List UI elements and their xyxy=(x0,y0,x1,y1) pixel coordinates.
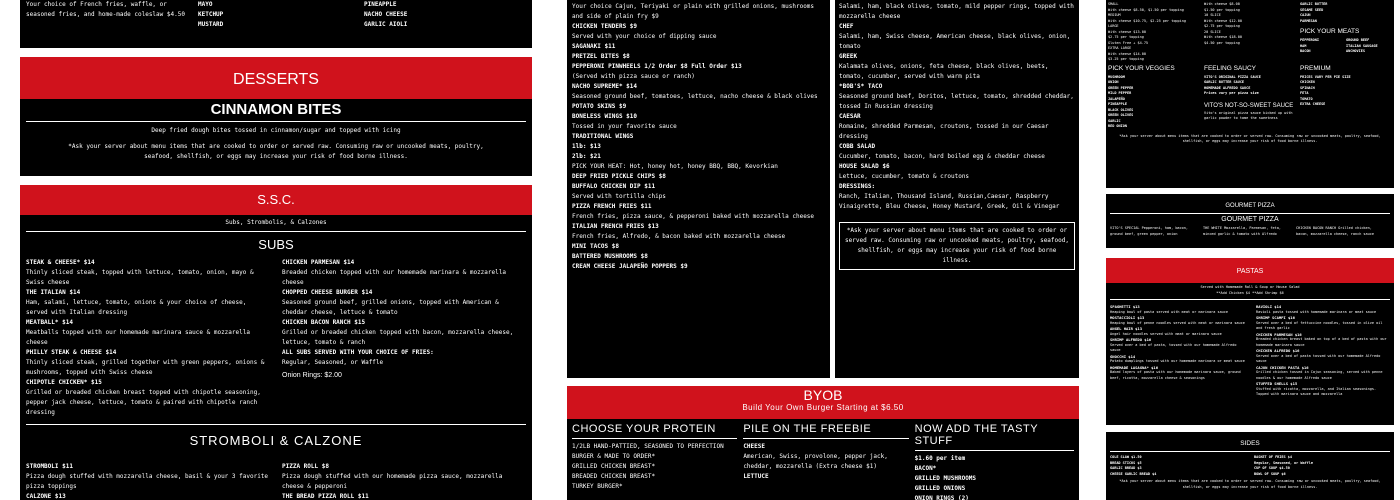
desserts-block xyxy=(20,57,532,176)
ssc-subtitle: Subs, Strombolis, & Calzones xyxy=(225,219,327,226)
size-line: SMALL xyxy=(1108,2,1119,6)
appetizer-name: BUFFALO CHICKEN DIP $11 xyxy=(572,183,656,190)
premium-title: PREMIUM xyxy=(1300,64,1331,72)
pasta-name: MOSTACCIOLI $13 xyxy=(1110,315,1145,320)
sub-name: CHIPOTLE CHICKEN* $15 xyxy=(26,379,102,386)
pasta-desc: Angel hair noodles served with meat or marinara sauce xyxy=(1110,331,1222,336)
size-line: With cheese $13.00 xyxy=(1108,29,1146,34)
freebie-name: LETTUCE xyxy=(743,473,769,480)
sub-desc: Meatballs topped with our homemade marinara sauce & mozzarella cheese xyxy=(26,329,250,346)
sauces-list-b xyxy=(364,0,524,30)
salad-desc: Romaine, shredded Parmesan, croutons, tossed in our Caesar dressing xyxy=(839,123,1049,140)
sub-name: CHICKEN BACON RANCH $15 xyxy=(282,319,366,326)
slice-line: With cheese $8.00 xyxy=(1204,2,1240,6)
meat-item: ITALIAN SAUSAGE xyxy=(1346,43,1378,48)
size-line: With cheese $10.75, $2.25 per topping xyxy=(1108,18,1186,23)
sides-right-list xyxy=(1254,455,1390,477)
appetizers-column xyxy=(567,0,830,378)
appetizer-name: BONELESS WINGS $10 xyxy=(572,113,638,120)
meat-item: PEPPERONI xyxy=(1300,38,1319,42)
pastas-left-list xyxy=(1110,304,1252,398)
pasta-name: CHICKEN PARMESAN $16 xyxy=(1256,331,1302,337)
sauce-item: NACHO CHEESE xyxy=(364,11,408,18)
veggie-item: ONION xyxy=(1108,80,1119,84)
meats-list-b xyxy=(1346,38,1392,55)
subs-right-column xyxy=(274,258,522,418)
pizza-warning: *Ask your server about menu items that are cooked to order or served raw. Consuming raw or uncooked meats, poultry, seafood, shellfish, or eggs may increase your risk of food borne illness. xyxy=(1119,133,1381,143)
sub-item xyxy=(282,288,522,318)
side-item: CHEESE GARLIC BREAD $4 xyxy=(1110,471,1157,476)
sub-name: PHILLY STEAK & CHEESE $14 xyxy=(26,349,117,356)
salad-desc: Ranch, Italian, Thousand Island, Russian,Caesar, Raspberry Vinaigrette, Bleu Cheese, Honey Mustard, Greek, Oil & Vinegar xyxy=(839,193,1060,210)
slice-line: 10 SLICE xyxy=(1204,13,1221,17)
side-item: Regular, Seasoned, or Waffle xyxy=(1254,460,1314,465)
freebie-name: CHEESE xyxy=(743,443,765,450)
premium-item: PRICES VARY PER PIE SIZE xyxy=(1300,74,1351,79)
salad-name: CAESAR xyxy=(839,113,861,120)
size-line: $3.25 per topping xyxy=(1108,57,1144,61)
pastas-header: PASTAS xyxy=(1106,258,1394,283)
slice-line: With cheese $18.00 xyxy=(1204,35,1242,39)
desserts-header: DESSERTS xyxy=(20,57,532,99)
freebie-title: PILE ON THE FREEBIE xyxy=(743,423,872,435)
pasta-desc: Heaping bowl of pasta served with meat or marinara sauce xyxy=(1110,309,1229,314)
salad-desc: Lettuce, cucumber, tomato & croutons xyxy=(839,173,970,180)
stromboli-desc: Pizza dough stuffed with mozzarella cheese, basil & your 3 favorite pizza toppings xyxy=(26,473,269,490)
tasty-price: $1.60 per item xyxy=(914,455,966,462)
salads-warning: *Ask your server about menu items that are cooked to order or served raw. Consuming raw or uncooked meats, poultry, seafood, shellfish, or eggs may increase your risk of food borne illness. xyxy=(839,222,1075,270)
appetizer-desc: PICK YOUR HEAT: Hot, honey hot, honey BBQ, BBQ, Kevorkian xyxy=(572,163,778,170)
slice-line: $4.50 per topping xyxy=(1204,40,1240,45)
calzone-name: CALZONE $13 xyxy=(26,493,66,500)
tasty-item: GRILLED MUSHROOMS xyxy=(914,475,977,482)
appetizer-name: POTATO SKINS $9 xyxy=(572,103,627,110)
gourmet-list xyxy=(1106,223,1394,237)
salad-desc: Seasoned ground beef, Doritos, lettuce, tomato, shredded cheddar, tossed In Russian dressing xyxy=(839,93,1074,110)
salad-name: COBB SALAD xyxy=(839,143,876,150)
premium-item: EXTRA CHEESE xyxy=(1300,102,1326,106)
fries-coleslaw-text: Your choice of French fries, waffle, or seasoned fries, and home-made coleslaw $4.50 xyxy=(26,1,185,18)
gourmet-item: THE WHITE Mozzarella, Parmesan, feta, minced garlic & tomato with Alfredo xyxy=(1203,226,1281,236)
menu-column-1 xyxy=(20,0,532,500)
freebie-section xyxy=(743,423,914,500)
gourmet-header: GOURMET PIZZA xyxy=(1225,203,1275,209)
veggies-section xyxy=(1108,65,1204,130)
appetizer-name: TRADITIONAL WINGS xyxy=(572,133,634,140)
protein-item: GRILLED CHICKEN BREAST* xyxy=(572,463,656,470)
byob-title: BYOB xyxy=(803,387,843,403)
slice-line: With cheese $12.00 xyxy=(1204,18,1242,23)
premium-list xyxy=(1300,75,1392,108)
pasta-name: GNOCCHI $14 xyxy=(1110,353,1136,359)
pasta-name: CAJUN CHICKEN PASTA $16 xyxy=(1256,364,1309,370)
sub-item xyxy=(282,348,522,368)
pizza-toppings-panel xyxy=(1106,0,1394,188)
crust-flavor: CAJUN xyxy=(1300,13,1311,17)
sub-desc: Grilled or breaded chicken topped with bacon, mozzarella cheese, lettuce, tomato & ranch xyxy=(282,329,514,346)
side-item: GARLIC BREAD $3 xyxy=(1110,466,1142,470)
side-item: BOWL OF SOUP $6 xyxy=(1254,471,1286,476)
sub-name: CHOPPED CHEESE BURGER $14 xyxy=(282,289,373,296)
appetizer-name: DEEP FRIED PICKLE CHIPS $8 xyxy=(572,173,666,180)
pizza-slices-list xyxy=(1204,2,1300,63)
salad-name: *BOB'S* TACO xyxy=(839,83,883,90)
sub-desc: Breaded chicken topped with our homemade marinara & mozzarella cheese xyxy=(282,269,506,286)
premium-item: CHICKEN xyxy=(1300,80,1315,84)
salad-desc: Cucumber, tomato, bacon, hard boiled egg & cheddar cheese xyxy=(839,153,1045,160)
veggie-item: RED ONION xyxy=(1108,124,1127,128)
salad-desc: Salami, ham, Swiss cheese, American cheese, black olives, onion, tomato xyxy=(839,33,1071,50)
veggie-item: GREEN OLIVES xyxy=(1108,113,1134,117)
pasta-desc: Breaded chicken breast baked on top of a bed of pasta with our homemade marinara sauce xyxy=(1256,337,1387,347)
tasty-item: GRILLED ONIONS xyxy=(914,485,966,492)
bread-pizza-roll-name: THE BREAD PIZZA ROLL $11 xyxy=(282,493,369,500)
appetizer-name: PIZZA FRENCH FRIES $11 xyxy=(572,203,652,210)
appetizer-desc: Tossed in your favorite sauce xyxy=(572,123,677,130)
appetizer-desc: French fries, pizza sauce, & pepperoni baked with mozzarella cheese xyxy=(572,213,815,220)
sub-name: THE ITALIAN $14 xyxy=(26,289,81,296)
protein-title: CHOOSE YOUR PROTEIN xyxy=(572,423,716,435)
salads-list xyxy=(839,2,1075,212)
side-item: CUP OF SOUP $4.50 xyxy=(1254,466,1290,470)
protein-section xyxy=(572,423,743,500)
protein-item: 1/2LB HAND-PATTIED, SEASONED TO PERFECTION BURGER & MADE TO ORDER* xyxy=(572,443,724,460)
pizza-roll-desc: Pizza dough stuffed with our homemade pizza sauce, mozzarella cheese & pepperoni xyxy=(282,473,503,490)
crust-flavor: GARLIC BUTTER xyxy=(1300,2,1328,6)
subs-left-list xyxy=(26,258,274,418)
size-line: LARGE xyxy=(1108,24,1119,28)
appetizer-name: CREAM CHEESE JALAPEÑO POPPERS $9 xyxy=(572,263,688,270)
appetizer-name: SAGANAKI $11 xyxy=(572,43,616,50)
appetizer-name: PEPPERONI PINWHEELS 1/2 Order $8 Full Order $13 xyxy=(572,63,742,70)
pizza-roll-item xyxy=(282,462,526,500)
saucy-section xyxy=(1204,65,1300,130)
sides-panel xyxy=(1106,432,1394,500)
slice-line: $2.75 per topping xyxy=(1204,24,1240,28)
size-line: With cheese $8.50, $1.50 per topping xyxy=(1108,7,1184,12)
protein-list xyxy=(572,442,743,492)
saucy-title: FEELING SAUCY xyxy=(1204,64,1257,72)
slice-line: 20 SLICE xyxy=(1204,29,1221,34)
size-line: EXTRA LARGE xyxy=(1108,46,1132,50)
onion-rings-text: Onion Rings: $2.00 xyxy=(282,372,342,379)
appetizer-desc: Your choice Cajun, Teriyaki or plain with grilled onions, mushrooms and side of plain fry $9 xyxy=(572,3,815,20)
appetizer-desc: Seasoned ground beef, tomatoes, lettuce, nacho cheese & black olives xyxy=(572,93,818,100)
pastas-intro2: **Add Chicken $4 **Add Shrimp $6 xyxy=(1216,290,1284,295)
sub-name: CHICKEN PARMESAN $14 xyxy=(282,259,355,266)
stromboli-item xyxy=(26,462,282,500)
sauce-item: VITO'S ORIGINAL PIZZA SAUCE xyxy=(1204,74,1261,79)
byob-subtitle: Build Your Own Burger Starting at $6.50 xyxy=(742,403,904,412)
sub-name: MEATBALL* $14 xyxy=(26,319,73,326)
sauce-item: PINEAPPLE xyxy=(364,1,397,8)
pasta-name: CHICKEN ALFREDO $16 xyxy=(1256,348,1300,353)
tasty-item: BACON* xyxy=(914,465,937,472)
crust-and-meats xyxy=(1300,2,1392,63)
veggie-item: PINEAPPLE xyxy=(1108,102,1127,106)
saucy-list xyxy=(1204,75,1300,97)
meat-item: GROUND BEEF xyxy=(1346,38,1370,42)
salad-desc: Kalamata olives, onions, feta cheese, black olives, beets, tomato, cucumber, served with warm pita xyxy=(839,63,1049,80)
meat-item: BACON xyxy=(1300,49,1311,53)
pastas-panel xyxy=(1106,258,1394,425)
pasta-desc: Potato dumplings tossed with our homemade marinara or meat sauce xyxy=(1110,359,1245,363)
sauce-item: HOMEMADE ALFREDO SAUCE xyxy=(1204,85,1251,90)
veggies-title: PICK YOUR VEGGIES xyxy=(1108,64,1175,72)
sauce-item: KETCHUP xyxy=(198,11,224,18)
gourmet-item: VITO'S SPECIAL Pepperoni, ham, bacon, ground beef, green pepper, onion xyxy=(1110,226,1188,236)
ssc-header: S.S.C. xyxy=(20,185,532,215)
salad-name: GREEK xyxy=(839,53,858,60)
gourmet-item: CHICKEN BACON RANCH Grilled chicken, bacon, mozzarella cheese, ranch sauce xyxy=(1296,226,1374,236)
salad-name: CHEF xyxy=(839,23,854,30)
crust-flavor: PARMESAN xyxy=(1300,18,1317,23)
not-so-sweet-desc: Vito's original pizza sauce kicked up with garlic powder to tame the sweetness xyxy=(1204,110,1293,120)
sub-name: ALL SUBS SERVED WITH YOUR CHOICE OF FRIES: xyxy=(282,349,434,356)
meat-item: HAM xyxy=(1300,43,1307,48)
pasta-desc: Heaping bowl of penne noodles served with meat or marinara sauce xyxy=(1110,320,1245,325)
sauce-item: GARLIC BUTTER SAUCE xyxy=(1204,80,1245,84)
appetizer-name: MINI TACOS $8 xyxy=(572,243,619,250)
salads-column xyxy=(835,0,1079,378)
tasty-title: NOW ADD THE TASTY STUFF xyxy=(914,423,1038,447)
appetizer-name: 1lb: $13 xyxy=(572,143,601,150)
freebie-desc: American, Swiss, provolone, pepper jack, cheddar, mozzarella (Extra cheese $1) xyxy=(743,453,888,470)
gourmet-pizza-panel xyxy=(1106,194,1394,248)
tasty-list xyxy=(915,464,1074,500)
pasta-name: SPAGHETTI $13 xyxy=(1110,304,1140,309)
sub-desc: Regular, Seasoned, or Waffle xyxy=(282,359,384,366)
pasta-desc: Served over a bed of fettuccine noodles, tossed in olive oil and fresh garlic xyxy=(1256,320,1383,330)
appetizer-name: CHICKEN TENDERS $9 xyxy=(572,23,638,30)
sides-left-list xyxy=(1110,455,1254,477)
pick-meats-title: PICK YOUR MEATS xyxy=(1300,28,1360,35)
sub-desc: Grilled or breaded chicken breast topped with chipotle seasoning, pepper jack cheese, lettuce, tomato & paired with chipotle ranch dressing xyxy=(26,389,261,416)
tasty-section xyxy=(915,423,1074,500)
veggie-item: JALAPEÑO xyxy=(1108,96,1125,101)
cinnamon-bites-desc: Deep fried dough bites tossed in cinnamon/sugar and topped with icing xyxy=(151,127,401,134)
salad-name: HOUSE SALAD $6 xyxy=(839,163,890,170)
veggie-item: MILD PEPPER xyxy=(1108,91,1132,95)
protein-item: TURKEY BURGER* xyxy=(572,483,623,490)
pasta-desc: Ravioli pasta tossed with homemade marinara or meat sauce xyxy=(1256,309,1377,314)
pasta-name: STUFFED SHELLS $15 xyxy=(1256,381,1298,386)
pasta-desc: Served over a bed of pasta tossed with our homemade Alfredo sauce xyxy=(1256,353,1381,363)
crust-flavors-list xyxy=(1300,2,1392,24)
pasta-desc: Grilled chicken tossed in Cajun seasoning, served with penne noodles & our homemade Alfredo sauce xyxy=(1256,370,1383,380)
sides-header: SIDES xyxy=(1240,440,1260,447)
pasta-name: HOMEMADE LASAGNA* $16 xyxy=(1110,364,1159,370)
meat-item: ANCHOVIES xyxy=(1346,49,1365,53)
desserts-warning: *Ask your server about menu items that are cooked to order or served raw. Consuming raw or uncooked meats, poultry, seafood, shellfish, or eggs may increase your risk of food borne illness. xyxy=(68,143,484,160)
appetizer-desc: French fries, Alfredo, & bacon baked with mozzarella cheese xyxy=(572,233,786,240)
pastas-right-list xyxy=(1252,304,1390,398)
appetizer-name: ITALIAN FRENCH FRIES $13 xyxy=(572,223,659,230)
sauce-item: MAYO xyxy=(198,1,213,8)
subs-right-list xyxy=(282,258,522,368)
appetizer-name: 2lb: $21 xyxy=(572,153,601,160)
sides-block xyxy=(20,0,532,48)
appetizers-list xyxy=(572,2,825,272)
sub-desc: Thinly sliced steak, grilled together with green peppers, onions & mushrooms, topped with Swiss cheese xyxy=(26,359,265,376)
sub-name: STEAK & CHEESE* $14 xyxy=(26,259,95,266)
sauce-item: Prices vary per pizza size xyxy=(1204,91,1259,95)
pasta-desc: Baked layers of pasta with our homemade marinara sauce, ground beef, ricotta, mozzarella cheese & seasonings xyxy=(1110,370,1241,380)
side-item: BASKET OF FRIES $4 xyxy=(1254,455,1292,459)
appetizer-desc: Served with your choice of dipping sauce xyxy=(572,33,717,40)
veggie-item: GREEN PEPPER xyxy=(1108,85,1134,90)
premium-section xyxy=(1300,65,1392,130)
freebie-list xyxy=(743,442,914,482)
premium-item: SPINACH xyxy=(1300,85,1315,90)
premium-item: FETA xyxy=(1300,91,1309,95)
veggie-item: GARLIC xyxy=(1108,118,1121,123)
pasta-name: ANGEL HAIR $13 xyxy=(1110,326,1143,331)
appetizer-name: BATTERED MUSHROOMS $8 xyxy=(572,253,648,260)
byob-header xyxy=(567,386,1079,419)
pasta-desc: Served over a bed of pasta, tossed with our homemade Alfredo sauce xyxy=(1110,342,1237,352)
appetizer-desc: Served with tortilla chips xyxy=(572,193,666,200)
sub-item xyxy=(26,318,270,348)
pasta-name: SHRIMP ALFREDO $16 xyxy=(1110,337,1152,342)
size-line: $2.75 per topping xyxy=(1108,35,1144,39)
sub-desc: Seasoned ground beef, grilled onions, topped with American & cheddar cheese, lettuce & tomato xyxy=(282,299,499,316)
stromboli-calzone-title: STROMBOLI & CALZONE xyxy=(189,433,363,448)
sub-item xyxy=(26,378,270,418)
sub-desc: Ham, salami, lettuce, tomato, onions & your choice of cheese, served with Italian dressing xyxy=(26,299,247,316)
premium-item: TOMATO xyxy=(1300,96,1313,101)
sauces-list-a xyxy=(194,0,364,30)
pasta-name: SHRIMP SCAMPI $16 xyxy=(1256,315,1295,320)
size-line: With cheese $14.00 xyxy=(1108,51,1146,56)
subs-title: SUBS xyxy=(258,237,294,252)
veggies-list xyxy=(1108,75,1204,130)
side-item: BREAD STICKS $5 xyxy=(1110,460,1142,465)
appetizer-name: NACHO SUPREME* $14 xyxy=(572,83,638,90)
veggie-item: BLACK OLIVES xyxy=(1108,107,1134,112)
not-so-sweet-title: VITO'S NOT-SO-SWEET SAUCE xyxy=(1204,102,1294,109)
appetizer-desc: (Served with pizza sauce or ranch) xyxy=(572,73,695,80)
size-line: MEDIUM xyxy=(1108,13,1121,17)
veggie-item: MUSHROOM xyxy=(1108,74,1125,79)
sub-item xyxy=(282,258,522,288)
sauce-item: GARLIC AIOLI xyxy=(364,21,408,28)
side-item: COLE SLAW $1.50 xyxy=(1110,455,1142,459)
sub-desc: Thinly sliced steak, topped with lettuce, tomato, onion, mayo & Swiss cheese xyxy=(26,269,254,286)
pizza-roll-name: PIZZA ROLL $8 xyxy=(282,463,329,470)
salad-name: DRESSINGS: xyxy=(839,183,876,190)
pastas-intro: Served with Homemade Roll & Soup or House Salad xyxy=(1200,285,1300,289)
cinnamon-bites-title: CINNAMON BITES xyxy=(210,101,342,118)
sub-item xyxy=(26,258,270,288)
crust-flavor: SESAME SEED xyxy=(1300,7,1324,12)
byob-block xyxy=(567,386,1079,500)
slice-line: $1.50 per topping xyxy=(1204,7,1240,12)
sub-item xyxy=(26,288,270,318)
pasta-name: RAVIOLI $14 xyxy=(1256,304,1282,309)
salad-desc: Salami, ham, black olives, tomato, mild pepper rings, topped with mozzarella cheese xyxy=(839,3,1074,20)
pasta-desc: Stuffed with ricotta, mozzarella, and Italian seasonings. Topped with marinara sauce and mozzarella xyxy=(1256,386,1377,396)
sub-item xyxy=(26,348,270,378)
size-line: Gluten Free + $4.75 xyxy=(1108,40,1149,45)
sauce-item: MUSTARD xyxy=(198,21,224,28)
meats-list-a xyxy=(1300,38,1346,55)
appetizer-name: PRETZEL BITES $8 xyxy=(572,53,630,60)
pizza-sizes-list xyxy=(1108,2,1204,63)
sub-item xyxy=(282,318,522,348)
tasty-item: ONION RINGS (2) xyxy=(914,495,969,500)
stromboli-name: STROMBOLI $11 xyxy=(26,463,73,470)
sides-warning: *Ask your server about menu items that are cooked to order or served raw. Consuming raw or uncooked meats, poultry, seafood, shellfish, or eggs may increase your risk of food borne illness. xyxy=(1119,479,1381,489)
protein-item: BREADED CHICKEN BREAST* xyxy=(572,473,656,480)
gourmet-title: GOURMET PIZZA xyxy=(1221,216,1279,223)
ssc-block xyxy=(20,185,532,500)
